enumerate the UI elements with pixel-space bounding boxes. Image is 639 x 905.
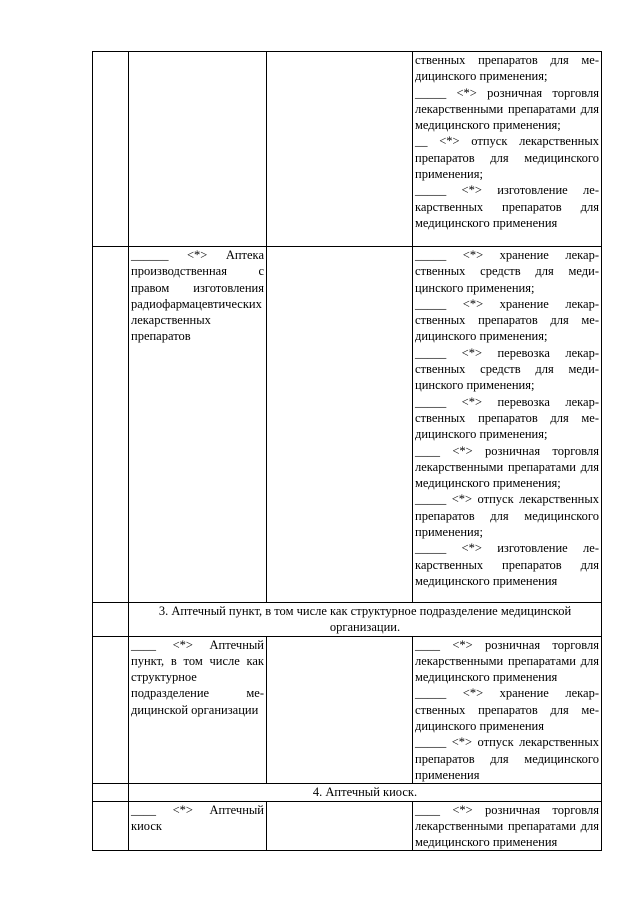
activity-item: _____ <*> хранение лекарственных препаратов для медицинского применения [415,686,599,734]
section-row [93,603,602,637]
number-cell [93,247,129,603]
number-cell [93,636,129,784]
activities-cell [413,52,602,247]
activity-item: ____ <*> розничная торговля лекарственными препаратами для медицинского применения [415,802,599,850]
section-heading: 4. Аптечный киоск. [129,784,602,801]
activity-item: __ <*> отпуск лекарственных препаратов для медицинского применения; [415,134,599,182]
activity-item: _____ <*> розничная торговля лекарственными препаратами для медицинского применения; [415,85,599,133]
activities-cell [413,801,602,851]
activity-item: ____ <*> розничная торговля лекарственными препаратами для медицинского применения [415,637,599,685]
activities-cell [413,636,602,784]
facility-type-cell: ____ <*> Аптечный киоск [129,801,267,851]
activity-item: _____ <*> перевозка лекарственных средств для медицинского применения; [415,345,599,393]
activity-item: _____ <*> перевозка лекарственных препаратов для медицинского применения; [415,394,599,442]
activities-cell [413,247,602,603]
section-heading: 3. Аптечный пункт, в том числе как структурное подразделение медицинской организации. [129,603,602,637]
activity-item: _____ <*> отпуск лекарственных препаратов для медицинского применения [415,735,599,782]
table-row [93,247,602,603]
activity-item: ____ <*> розничная торговля лекарственными препаратами для медицинского применения; [415,443,599,491]
license-activities-table [92,51,602,851]
number-cell [93,603,129,637]
number-cell [93,801,129,851]
activity-item: _____ <*> изготовление лекарственных препаратов для медицинского применения [415,183,599,230]
facility-type-cell: ____ <*> Аптечный пункт, в том числе как структурное подразделение медицинской организации [129,636,267,784]
facility-type-cell [129,52,267,247]
facility-type-cell: ______ <*> Аптека производственная с правом изготовления радиофармацевтических лекарственных препаратов [129,247,267,603]
activity-item: _____ <*> хранение лекарственных средств для медицинского применения; [415,248,599,295]
empty-cell [267,52,413,247]
table-row [93,52,602,247]
table-row [93,636,602,784]
number-cell [93,784,129,801]
activity-item: ственных препаратов для медицинского применения; [415,53,599,84]
activity-item: _____ <*> изготовление лекарственных препаратов для медицинского применения [415,541,599,588]
activity-item: _____ <*> отпуск лекарственных препаратов для медицинского применения; [415,492,599,540]
table-row [93,801,602,851]
empty-cell [267,247,413,603]
number-cell [93,52,129,247]
activity-item: _____ <*> хранение лекарственных препаратов для медицинского применения; [415,296,599,344]
empty-cell [267,801,413,851]
section-row [93,784,602,801]
empty-cell [267,636,413,784]
